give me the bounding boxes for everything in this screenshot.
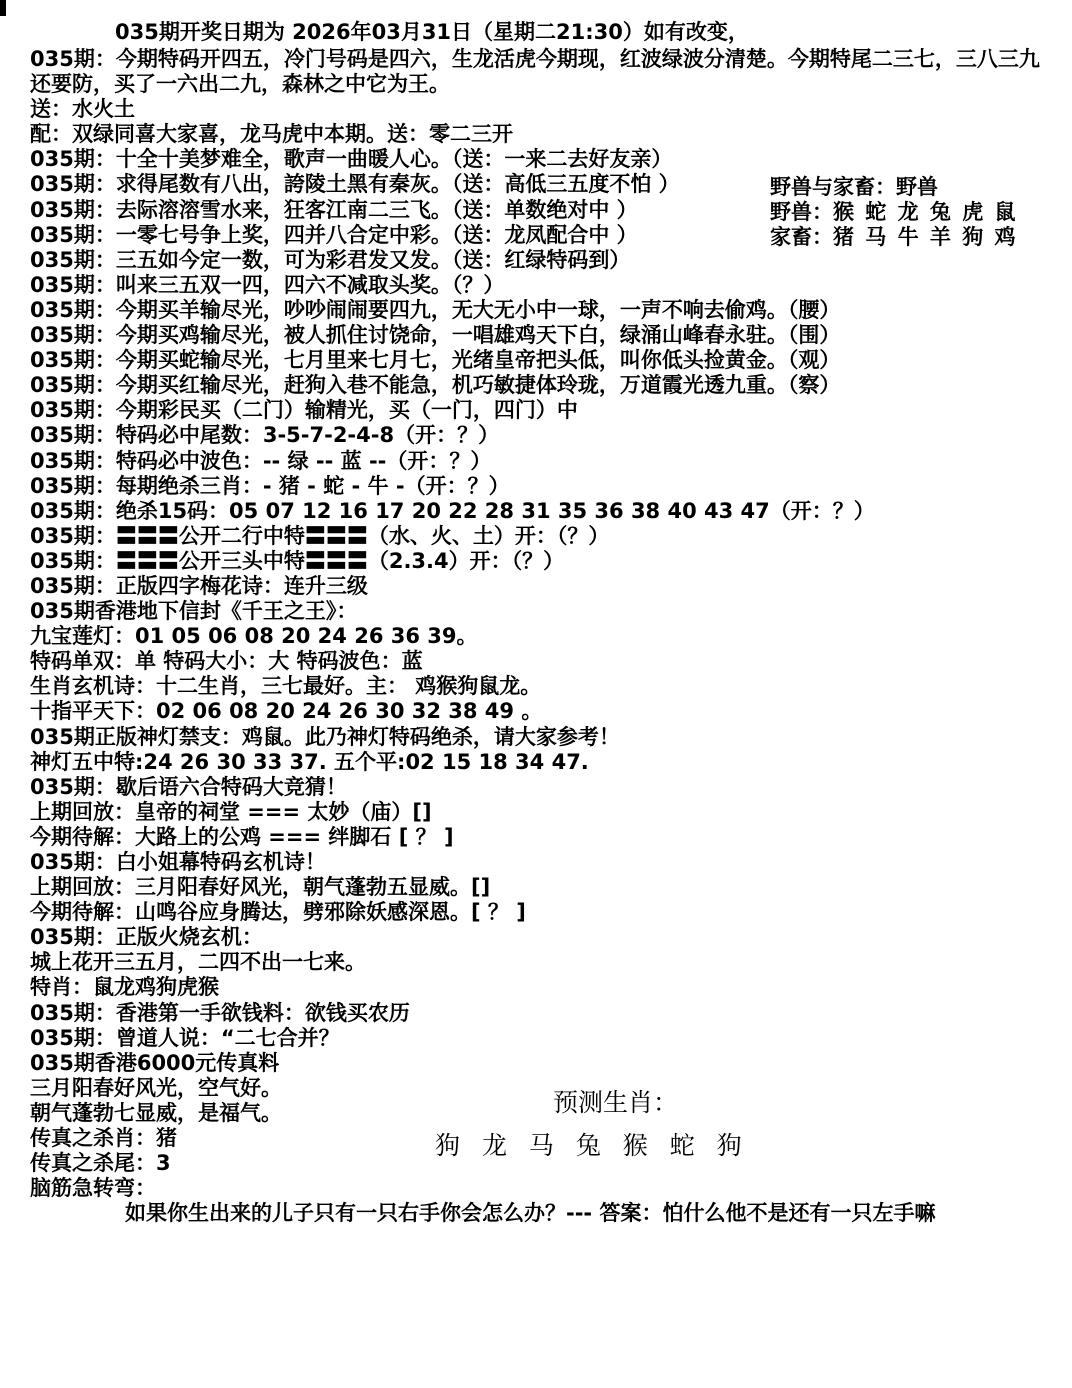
text-line: 传真之杀尾：3 bbox=[30, 1151, 171, 1176]
text-line: 035期：今期买红输尽光，赶狗入巷不能急，机巧敏捷体玲珑，万道霞光透九重。（察） bbox=[30, 373, 841, 398]
text-line: 脑筋急转弯： bbox=[30, 1176, 156, 1201]
text-line: 035期：去际溶溶雪水来，狂客江南二三飞。（送：单数绝对中 ） bbox=[30, 197, 638, 222]
beasts-vs-domestic-header: 野兽与家畜：野兽 bbox=[770, 175, 938, 199]
text-line: 035期：曾道人说：“二七合并？ bbox=[30, 1025, 340, 1050]
text-line: 上期回放：三月阳春好风光，朝气蓬勃五显威。[] bbox=[30, 875, 491, 900]
scan-artifact-mark bbox=[0, 0, 6, 16]
text-line: 035期：今期买鸡输尽光，被人抓住讨饶命，一唱雄鸡天下白，绿涌山峰春永驻。（围） bbox=[30, 323, 841, 348]
prediction-zodiac-label: 预测生肖： bbox=[553, 1088, 679, 1117]
text-line: 如果你生出来的儿子只有一只右手你会怎么办？--- 答案：怕什么他不是还有一只左手嘛 bbox=[125, 1201, 936, 1226]
text-line: 035期：三五如今定一数，可为彩君发又发。（送：红绿特码到） bbox=[30, 247, 631, 272]
text-line: 配：双绿同喜大家喜，龙马虎中本期。送：零二三开 bbox=[30, 122, 513, 147]
text-line: 035期正版神灯禁支：鸡鼠。此乃神灯特码绝杀，请大家参考！ bbox=[30, 724, 620, 749]
text-line: 九宝莲灯：01 05 06 08 20 24 26 36 39。 bbox=[30, 624, 478, 649]
text-line: 035期：叫来三五双一四，四六不减取头奖。（？） bbox=[30, 272, 505, 297]
text-line: 今期待解：山鸣谷应身腾达，劈邪除妖感深恩。[ ？ ] bbox=[30, 900, 526, 925]
text-line: 特肖：鼠龙鸡狗虎猴 bbox=[30, 975, 219, 1000]
text-line: 035期：〓〓〓公开二行中特〓〓〓（水、火、土）开：（？） bbox=[30, 523, 610, 548]
text-line: 城上花开三五月，二四不出一七来。 bbox=[30, 950, 366, 975]
text-line: 035期：今期特码开四五，冷门号码是四六，生龙活虎今期现，红波绿波分清楚。今期特尾二三七，三八三九 bbox=[30, 47, 1040, 71]
text-line: 生肖玄机诗：十二生肖，三七最好。主： 鸡猴狗鼠龙。 bbox=[30, 674, 542, 699]
text-line: 035期：每期绝杀三肖：- 猪 - 蛇 - 牛 -（开：？） bbox=[30, 473, 510, 498]
text-line: 035期：香港第一手欲钱料：欲钱买农历 bbox=[30, 1000, 410, 1025]
text-line: 035期：歇后语六合特码大竞猜！ bbox=[30, 774, 347, 799]
text-line: 035期：十全十美梦难全，歌声一曲暖人心。（送：一来二去好友亲） bbox=[30, 147, 673, 172]
text-line: 035期：特码必中尾数：3-5-7-2-4-8（开：？） bbox=[30, 423, 500, 448]
text-line: 035期开奖日期为 2026年03月31日（星期二21:30）如有改变， bbox=[115, 20, 749, 44]
prediction-zodiac-animals: 狗 龙 马 兔 猴 蛇 狗 bbox=[435, 1131, 742, 1160]
text-line: 今期待解：大路上的公鸡 === 绊脚石 [ ？ ] bbox=[30, 824, 454, 849]
text-line: 035期：求得尾数有八出，誇陵土黑有秦灰。（送：高低三五度不怕 ） bbox=[30, 172, 680, 197]
domestic-animals-list: 家畜：猪 马 牛 羊 狗 鸡 bbox=[770, 225, 1016, 249]
text-line: 035期：一零七号争上奖，四并八合定中彩。（送：龙凤配合中 ） bbox=[30, 222, 638, 247]
text-line: 035期：今期彩民买（二门）输精光，买（一门，四门）中 bbox=[30, 398, 578, 423]
text-line: 传真之杀肖：猪 bbox=[30, 1126, 177, 1151]
text-line: 035期：正版四字梅花诗：连升三级 bbox=[30, 573, 368, 598]
text-line: 神灯五中特:24 26 30 33 37. 五个平:02 15 18 34 47. bbox=[30, 749, 589, 774]
text-line: 还要防，买了一六出二九，森林之中它为王。 bbox=[30, 72, 450, 97]
text-line: 上期回放：皇帝的祠堂 === 太妙（庙）[] bbox=[30, 799, 432, 824]
text-line: 035期：〓〓〓公开三头中特〓〓〓（2.3.4）开：（？） bbox=[30, 548, 565, 573]
wild-beasts-list: 野兽：猴 蛇 龙 兔 虎 鼠 bbox=[770, 200, 1016, 224]
text-line: 035期：白小姐幕特码玄机诗！ bbox=[30, 850, 326, 874]
text-line: 035期：特码必中波色：-- 绿 -- 蓝 --（开：？） bbox=[30, 448, 492, 473]
text-line: 035期：今期买羊输尽光，吵吵闹闹要四九，无大无小中一球，一声不响去偷鸡。（腰） bbox=[30, 297, 841, 322]
text-line: 035期：今期买蛇输尽光，七月里来七月七，光绪皇帝把头低，叫你低头捡黄金。（观） bbox=[30, 348, 841, 373]
text-line: 三月阳春好风光，空气好。 bbox=[30, 1075, 282, 1100]
text-line: 特码单双：单 特码大小：大 特码波色：蓝 bbox=[30, 649, 423, 674]
text-line: 035期：正版火烧玄机： bbox=[30, 925, 263, 950]
text-line: 朝气蓬勃七显威，是福气。 bbox=[30, 1100, 282, 1125]
text-line: 035期：绝杀15码：05 07 12 16 17 20 22 28 31 35 36 38 40 43 47（开：？） bbox=[30, 498, 875, 523]
text-line: 送：水火土 bbox=[30, 97, 135, 122]
text-line: 035期香港地下信封《千王之王》： bbox=[30, 599, 358, 624]
text-line: 035期香港6000元传真料 bbox=[30, 1050, 280, 1075]
text-line: 十指平天下：02 06 08 20 24 26 30 32 38 49 。 bbox=[30, 699, 543, 724]
